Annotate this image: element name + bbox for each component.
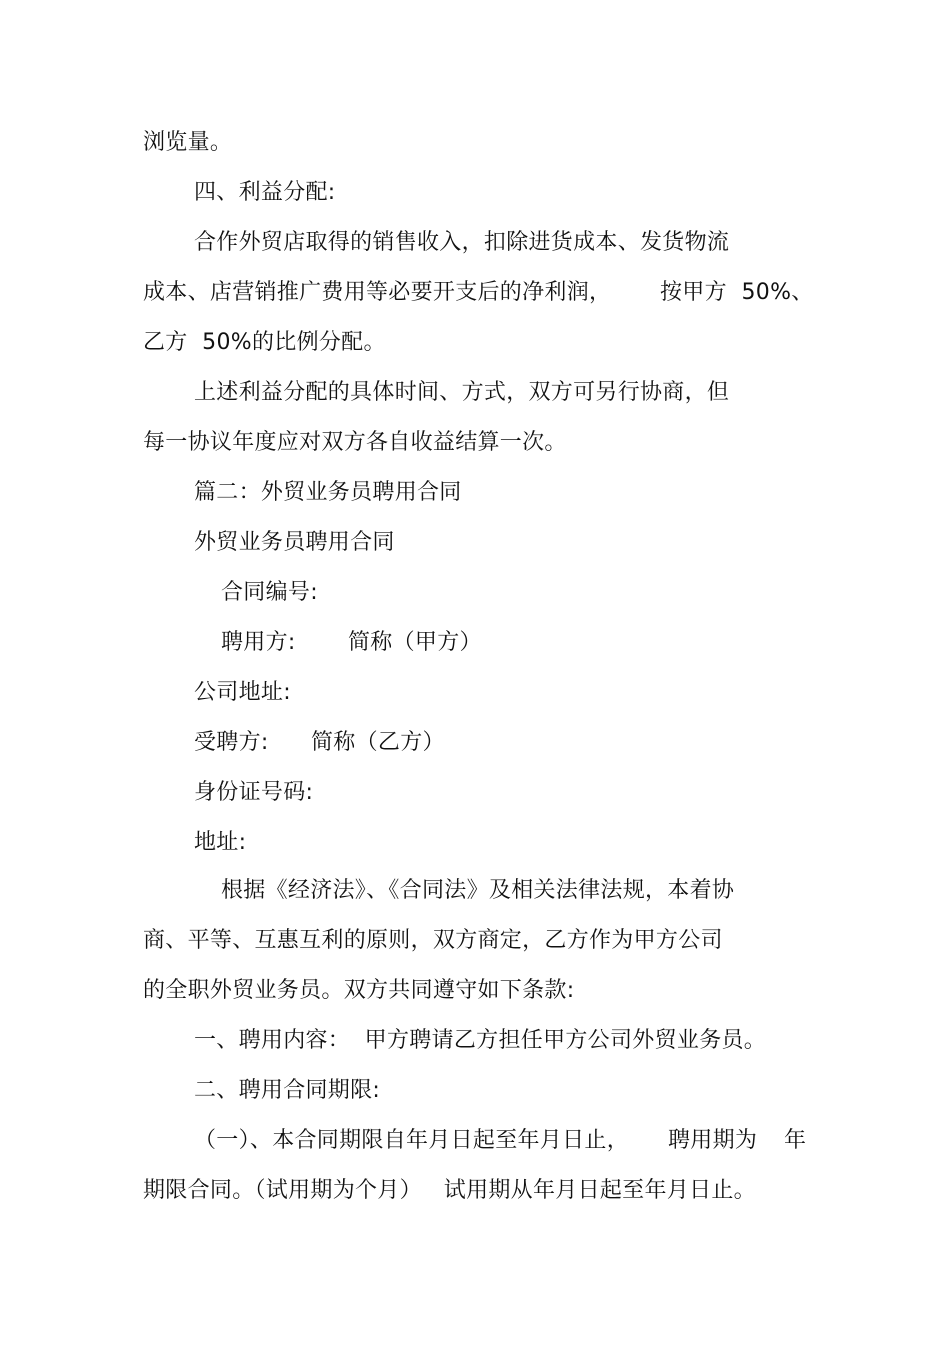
text-line: 成本、店营销推广费用等必要开支后的净利润， — [143, 280, 612, 305]
form-field-label: 简称（乙方） — [311, 730, 445, 755]
form-field-label: 地址: — [194, 830, 247, 855]
form-field-label: 公司地址: — [194, 680, 291, 705]
clause-line: 年 — [784, 1128, 807, 1153]
clause-line: 一、聘用内容： 甲方聘请乙方担任甲方公司外贸业务员。 — [194, 1028, 767, 1053]
clause-line: 期限合同。（试用期为个月） 试用期从年月日起至年月日止。 — [143, 1178, 756, 1203]
form-field-label: 身份证号码: — [194, 780, 314, 805]
text-line: 商、平等、互惠互利的原则，双方商定，乙方作为甲方公司 — [143, 928, 723, 953]
text-line: 乙方 50%的比例分配。 — [143, 330, 386, 355]
text-line: 根据《经济法》、《合同法》及相关法律法规，本着协 — [221, 878, 735, 903]
text-line: 上述利益分配的具体时间、方式，双方可另行协商，但 — [194, 380, 730, 405]
section-heading: 四、利益分配: — [194, 180, 336, 205]
text-line: 合作外贸店取得的销售收入，扣除进货成本、发货物流 — [194, 230, 730, 255]
text-line: 的全职外贸业务员。双方共同遵守如下条款: — [143, 978, 575, 1003]
section-heading: 篇二：外贸业务员聘用合同 — [194, 480, 462, 505]
form-field-label: 聘用方: — [221, 630, 296, 655]
clause-line: （一）、本合同期限自年月日起至年月日止， — [194, 1128, 630, 1153]
text-line: 浏览量。 — [143, 130, 233, 155]
clause-line: 聘用期为 — [668, 1128, 758, 1153]
clause-line: 二、聘用合同期限: — [194, 1078, 381, 1103]
contract-title: 外贸业务员聘用合同 — [194, 530, 395, 555]
form-field-label: 合同编号: — [221, 580, 318, 605]
text-line: 每一协议年度应对双方各自收益结算一次。 — [143, 430, 567, 455]
form-field-label: 简称（甲方） — [348, 630, 482, 655]
text-line: 按甲方 50%、 — [660, 280, 814, 305]
form-field-label: 受聘方: — [194, 730, 269, 755]
